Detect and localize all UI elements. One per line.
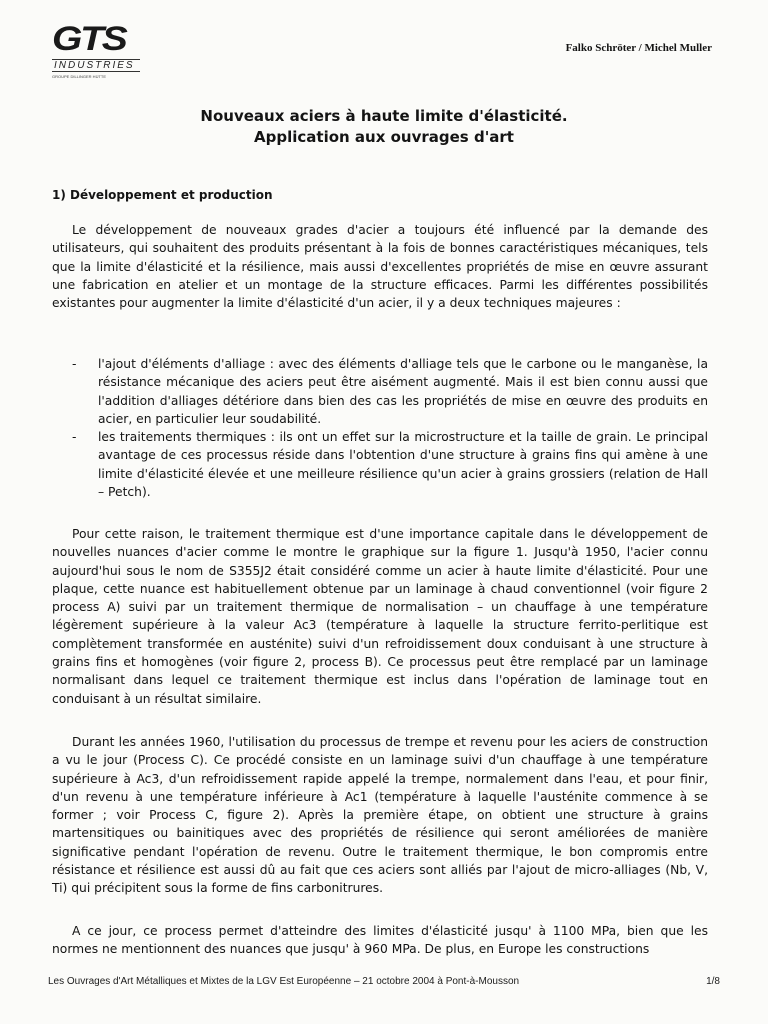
bullet-dash: -	[72, 357, 77, 371]
company-logo	[52, 22, 148, 86]
bullet-list	[52, 355, 708, 501]
logo-industries: INDUSTRIES	[52, 59, 140, 72]
list-item	[52, 428, 708, 501]
bullet-text: les traitements thermiques : ils ont un effet sur la microstructure et la taille de grain. Le principal avantage de ces processus réside dans l'obtention d'une structure à grains fins qui amène à une limite d'élasticité élevée et une meilleure résilience qu'un acier à grains grossiers (relation de Hall – Petch).	[98, 430, 708, 500]
paragraph-1: Le développement de nouveaux grades d'acier a toujours été influencé par la demande des utilisateurs, qui souhaitent des produits présentant à la fois de bonnes caractéristiques mécaniques, tels que la limite d'élasticité et la résilience, mais aussi d'excellentes propriétés de mise en œuvre assurant une fabrication en atelier et un montage de la structure efficaces. Parmi les différentes possibilités existantes pour augmenter la limite d'élasticité d'un acier, il y a deux techniques majeures :	[52, 223, 708, 311]
page-footer	[48, 976, 720, 987]
title-line-2: Application aux ouvrages d'art	[254, 128, 514, 146]
bullet-text: l'ajout d'éléments d'alliage : avec des éléments d'alliage tels que le carbone ou le manganèse, la résistance mécanique des aciers peut être aisément augmenté. Mais il est bien connu aussi que l'addition d'alliages détériore dans bien des cas les propriétés de mise en œuvre des produits en acier, en particulier leur soudabilité.	[98, 357, 708, 426]
footer-text: Les Ouvrages d'Art Métalliques et Mixtes de la LGV Est Européenne – 21 octobre 2004 à Pont-à-Mousson	[48, 976, 520, 987]
list-item	[52, 355, 708, 428]
logo-mark: GTS	[52, 20, 126, 58]
section-heading: 1) Développement et production	[52, 188, 273, 202]
paragraph-3: Durant les années 1960, l'utilisation du processus de trempe et revenu pour les aciers de construction a vu le jour (Process C). Ce procédé consiste en un laminage suivi d'un chauffage à une température supérieure à Ac3, d'un refroidissement rapide appelé la trempe, normalement dans l'eau, et pour finir, d'un revenu à une température inférieure à Ac1 (température à laquelle l'austénite commence à se former ; voir Process C, figure 2). Après la première étape, on obtient une structure à grains martensitiques ou bainitiques avec des propriétés de résilience qui seront améliorées de manière significative pendant l'opération de revenu. Outre le traitement thermique, le bon compromis entre résistance et résilience est aussi dû au fait que ces aciers sont alliés par l'ajout de micro-alliages (Nb, V, Ti) qui précipitent sous la forme de fins carbonitrures.	[52, 735, 708, 896]
title-line-1: Nouveaux aciers à haute limite d'élasticité.	[200, 107, 568, 125]
page-number: 1/8	[706, 976, 720, 987]
document-title	[0, 106, 768, 148]
authors: Falko Schröter / Michel Muller	[565, 42, 712, 54]
logo-group: GROUPE DILLINGER HÜTTE	[52, 74, 107, 79]
bullet-dash: -	[72, 430, 77, 445]
paragraph-2: Pour cette raison, le traitement thermique est d'une importance capitale dans le développement de nouvelles nuances d'acier comme le montre le graphique sur la figure 1. Jusqu'à 1950, l'acier connu aujourd'hui sous le nom de S355J2 était considéré comme un acier à haute limite d'élasticité. Pour une plaque, cette nuance est habituellement obtenue par un laminage à chaud conventionnel (voir figure 2 process A) suivi par un traitement thermique de normalisation – un chauffage à une température légèrement supérieure à la valeur Ac3 (température à laquelle la structure ferrito-perlitique est complètement transformée en austénite) suivi d'un refroidissement doux conduisant à une structure à grains fins et homogènes (voir figure 2, process B). Ce processus peut être remplacé par un laminage normalisant dans lequel ce traitement thermique est inclus dans l'opération de laminage tout en conduisant à un résultat similaire.	[52, 527, 708, 706]
paragraph-4: A ce jour, ce process permet d'atteindre des limites d'élasticité jusqu' à 1100 MPa, bien que les normes ne mentionnent des nuances que jusqu' à 960 MPa. De plus, en Europe les constructions	[52, 924, 708, 957]
